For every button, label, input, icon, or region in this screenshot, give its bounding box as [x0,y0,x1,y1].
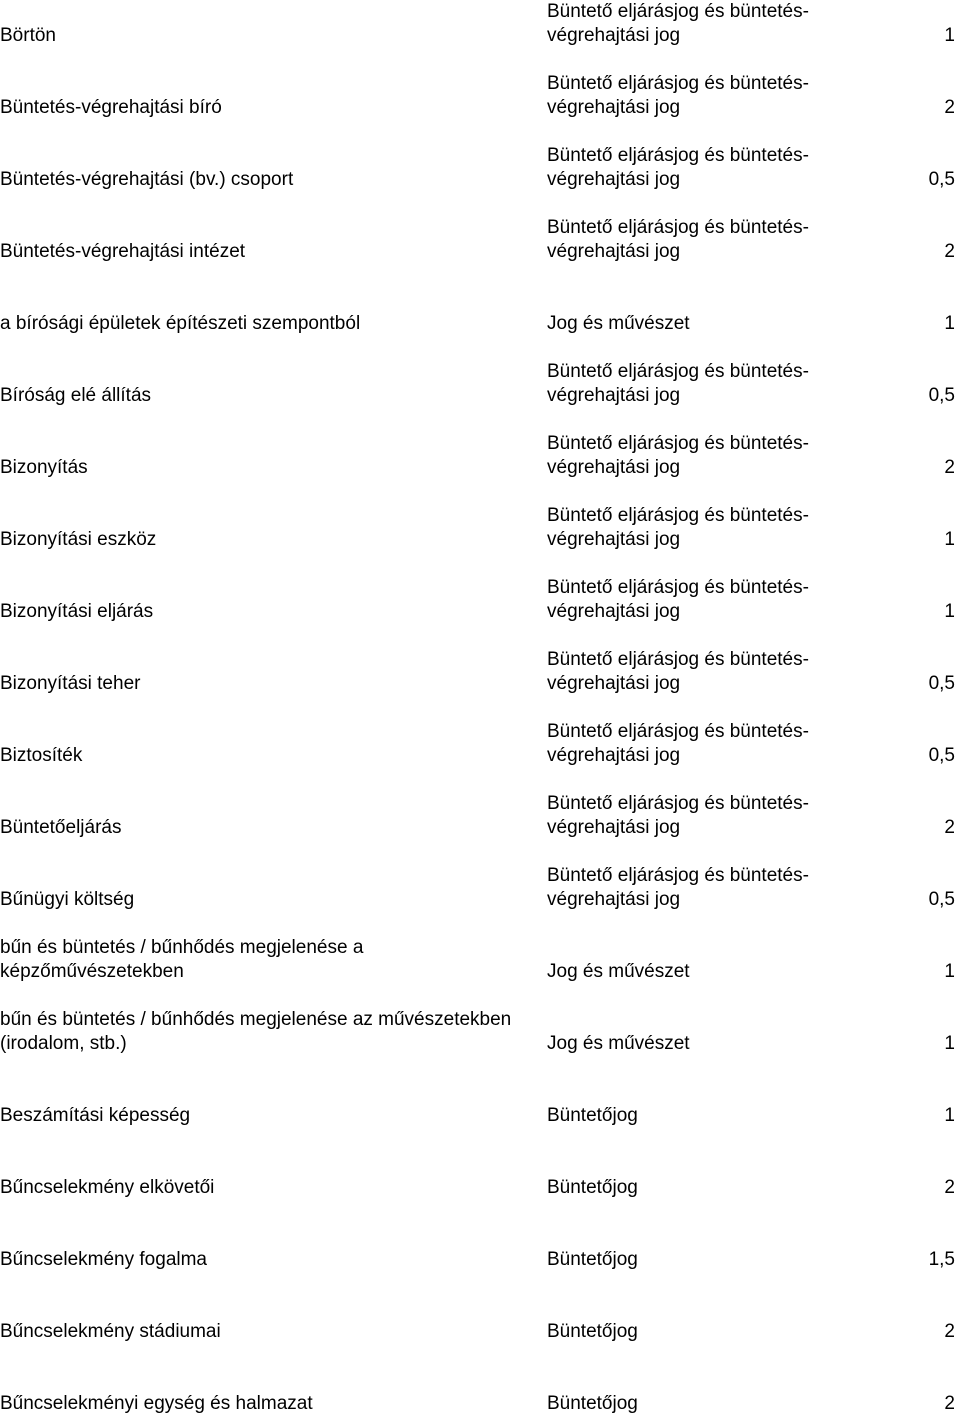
category-cell: Büntető eljárásjog és büntetés-végrehajtási jog [547,145,809,190]
table-row [0,408,960,480]
table-row [0,1272,960,1344]
table-row [0,0,960,48]
term-cell: Büntetés-végrehajtási bíró [0,97,222,118]
term-cell: Büntetés-végrehajtási intézet [0,241,246,262]
term-cell: Büntetőeljárás [0,817,122,838]
category-cell: Büntetőjog [547,1249,638,1270]
category-cell: Jog és művészet [547,961,690,982]
table-row [0,624,960,696]
category-cell: Büntető eljárásjog és büntetés-végrehajtási jog [547,577,809,622]
table-row [0,768,960,840]
value-cell: 1 [944,25,955,46]
term-cell: Bűncselekmény fogalma [0,1249,207,1270]
term-cell: Bűnügyi költség [0,889,135,910]
category-cell: Büntetőjog [547,1105,638,1126]
value-cell: 2 [944,457,955,478]
value-cell: 0,5 [928,745,955,766]
value-cell: 1 [944,961,955,982]
term-cell: Bűncselekményi egység és halmazat [0,1393,313,1414]
table-row [0,912,960,984]
table-row [0,1056,960,1128]
category-cell: Büntető eljárásjog és büntetés-végrehajtási jog [547,721,809,766]
term-cell: Bizonyítási teher [0,673,141,694]
term-cell: bűn és büntetés / bűnhődés megjelenése az művészetekben (irodalom, stb.) [0,1009,512,1054]
table-row [0,984,960,1056]
value-cell: 2 [944,241,955,262]
value-cell: 1 [944,529,955,550]
table-row [0,696,960,768]
term-cell: Büntetés-végrehajtási (bv.) csoport [0,169,294,190]
value-cell: 2 [944,1177,955,1198]
value-cell: 1 [944,601,955,622]
category-cell: Büntetőjog [547,1321,638,1342]
category-cell: Büntetőjog [547,1177,638,1198]
term-cell: Bizonyítási eszköz [0,529,157,550]
category-cell: Jog és művészet [547,1033,690,1054]
term-cell: Börtön [0,25,56,46]
value-cell: 0,5 [928,673,955,694]
value-cell: 2 [944,1393,955,1414]
table-row [0,1200,960,1272]
term-cell: a bírósági épületek építészeti szempontból [0,313,361,334]
value-cell: 0,5 [928,889,955,910]
term-cell: bűn és büntetés / bűnhődés megjelenése a képzőművészetekben [0,937,364,982]
table-row [0,264,960,336]
value-cell: 2 [944,97,955,118]
table-row [0,840,960,912]
term-cell: Bűncselekmény elkövetői [0,1177,215,1198]
table-row [0,480,960,552]
category-cell: Büntető eljárásjog és büntetés-végrehajtási jog [547,361,809,406]
category-cell: Büntető eljárásjog és büntetés-végrehajtási jog [547,73,809,118]
value-cell: 2 [944,1321,955,1342]
category-cell: Büntető eljárásjog és büntetés-végrehajtási jog [547,217,809,262]
term-cell: Bíróság elé állítás [0,385,152,406]
value-cell: 1,5 [928,1249,955,1270]
table-row [0,192,960,264]
category-cell: Jog és művészet [547,313,690,334]
value-cell: 0,5 [928,385,955,406]
value-cell: 1 [944,1033,955,1054]
value-cell: 0,5 [928,169,955,190]
table-row [0,120,960,192]
table-row [0,1344,960,1416]
term-cell: Bűncselekmény stádiumai [0,1321,221,1342]
category-cell: Büntető eljárásjog és büntetés-végrehajtási jog [547,1,809,46]
term-cell: Bizonyítási eljárás [0,601,154,622]
category-cell: Büntetőjog [547,1393,638,1414]
term-cell: Beszámítási képesség [0,1105,191,1126]
table-row [0,48,960,120]
term-cell: Biztosíték [0,745,83,766]
table-row [0,1128,960,1200]
table-row [0,336,960,408]
value-cell: 1 [944,313,955,334]
category-cell: Büntető eljárásjog és büntetés-végrehajtási jog [547,793,809,838]
value-cell: 2 [944,817,955,838]
term-cell: Bizonyítás [0,457,88,478]
category-cell: Büntető eljárásjog és büntetés-végrehajtási jog [547,649,809,694]
value-cell: 1 [944,1105,955,1126]
category-cell: Büntető eljárásjog és büntetés-végrehajtási jog [547,505,809,550]
table-row [0,552,960,624]
category-cell: Büntető eljárásjog és büntetés-végrehajtási jog [547,433,809,478]
category-cell: Büntető eljárásjog és büntetés-végrehajtási jog [547,865,809,910]
